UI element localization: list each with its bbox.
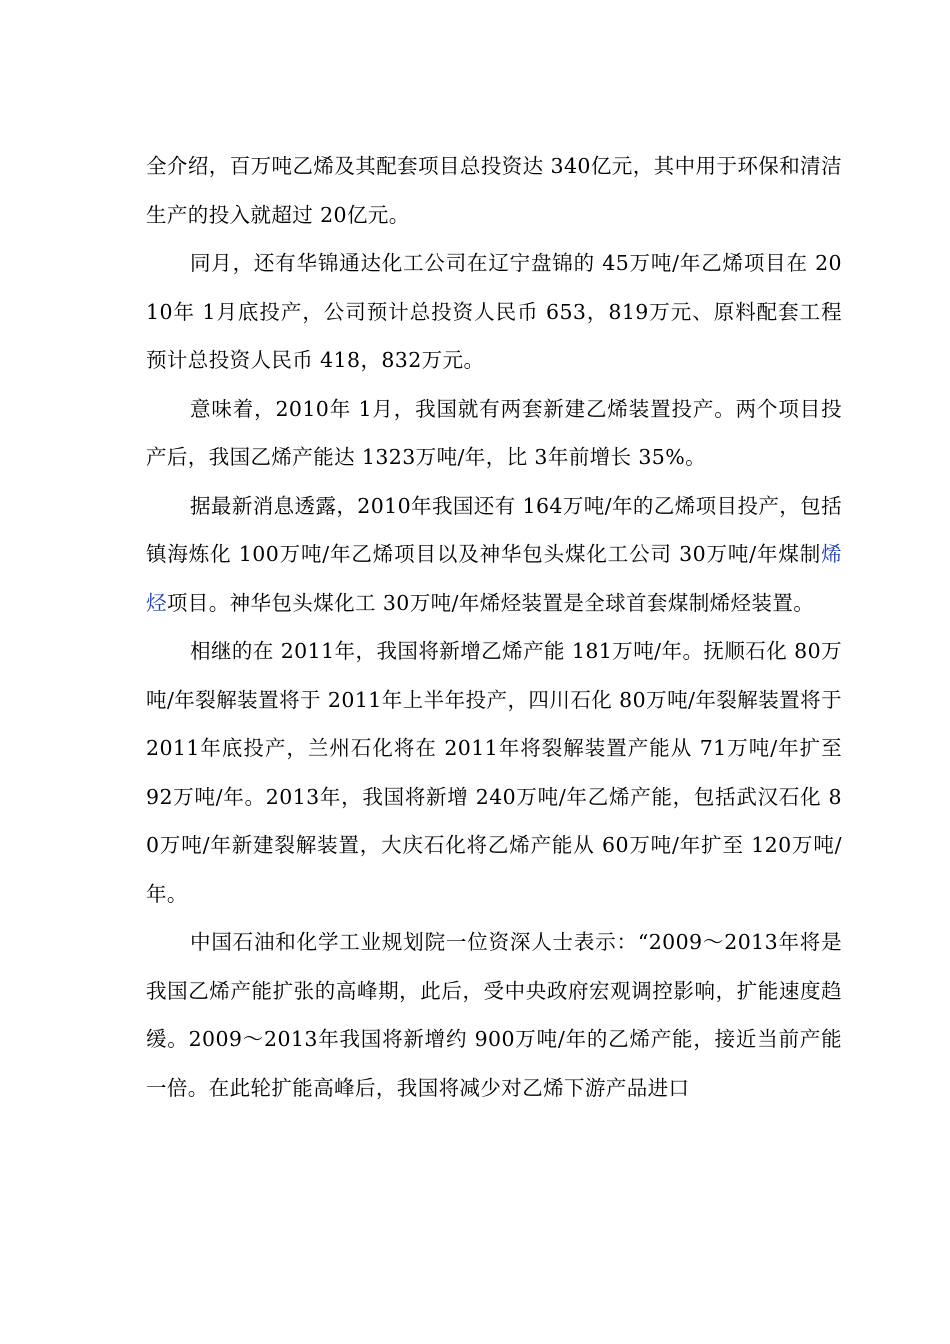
paragraph-expert-quote: 中国石油和化学工业规划院一位资深人士表示：“2009～2013年将是我国乙烯产能扩张的高峰期，此后，受中央政府宏观调控影响，扩能速度趋缓。2009～2013年我国将新增约 900万吨/年的乙烯产能，接近当前产能一倍。在此轮扩能高峰后，我国将减少对乙烯下游产品进口 bbox=[146, 930, 842, 1100]
paragraph-huajin-project: 同月，还有华锦通达化工公司在辽宁盘锦的 45万吨/年乙烯项目在 2010年 1月底投产，公司预计总投资人民币 653，819万元、原料配套工程预计总投资人民币 418，832万元。 bbox=[146, 251, 842, 372]
olefin-link[interactable]: 烯烃 bbox=[146, 542, 842, 615]
paragraph-investment: 全介绍，百万吨乙烯及其配套项目总投资达 340亿元，其中用于环保和清洁生产的投入就超过 20亿元。 bbox=[146, 154, 842, 227]
document-body bbox=[146, 142, 842, 1112]
paragraph-2011-capacity: 相继的在 2011年，我国将新增乙烯产能 181万吨/年。抚顺石化 80万吨/年裂解装置将于 2011年上半年投产，四川石化 80万吨/年裂解装置将于 2011年底投产，兰州石化将在 2011年将裂解装置产能从 71万吨/年扩至 92万吨/年。2013年，我国将新增 240万吨/年乙烯产能，包括武汉石化 80万吨/年新建裂解装置，大庆石化将乙烯产能从 60万吨/年扩至 120万吨/年。 bbox=[146, 639, 842, 906]
paragraph-two-units: 意味着，2010年 1月，我国就有两套新建乙烯装置投产。两个项目投产后，我国乙烯产能达 1323万吨/年，比 3年前增长 35%。 bbox=[146, 396, 842, 469]
paragraph-latest-news-part2: 项目。神华包头煤化工 30万吨/年烯烃装置是全球首套煤制烯烃装置。 bbox=[166, 590, 815, 615]
paragraph-latest-news-part1: 据最新消息透露，2010年我国还有 164万吨/年的乙烯项目投产，包括镇海炼化 100万吨/年乙烯项目以及神华包头煤化工公司 30万吨/年煤制 bbox=[146, 493, 842, 566]
paragraph-latest-news bbox=[146, 482, 842, 628]
